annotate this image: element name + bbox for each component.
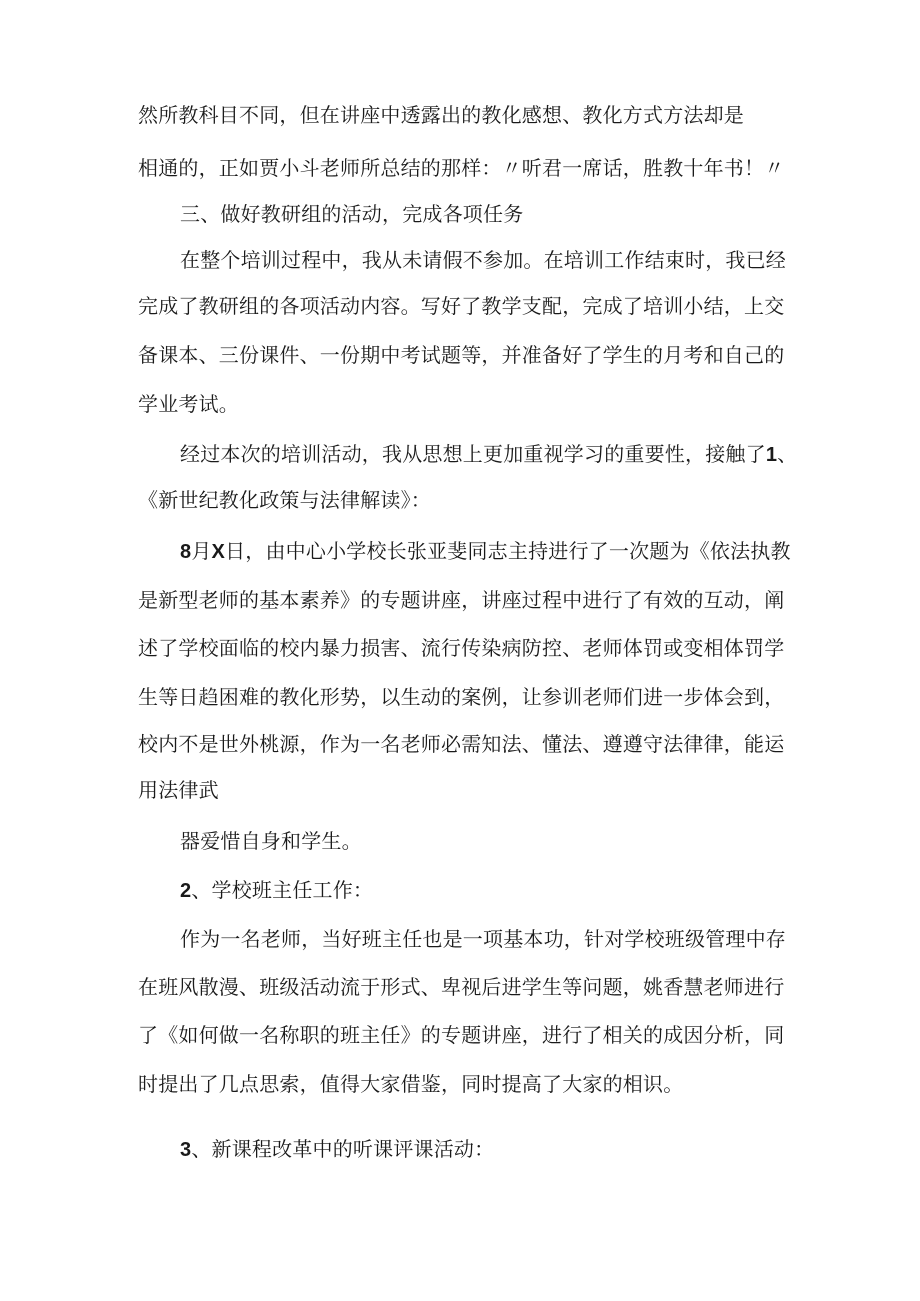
list-heading: [180, 876, 373, 905]
list-number: 2: [180, 880, 192, 902]
paragraph-line: 是新型老师的基本素养》的专题讲座，讲座过程中进行了有效的互动，阐: [138, 588, 785, 612]
list-separator: 、: [777, 442, 798, 466]
paragraph-line: [180, 537, 791, 566]
book-title-line: 《新世纪教化政策与法律解读》：: [138, 488, 431, 512]
paragraph-line: 作为一名老师，当好班主任也是一项基本功，针对学校班级管理中存: [180, 927, 786, 951]
list-number: 1: [765, 444, 778, 466]
paragraph-line: [180, 440, 797, 469]
paragraph-line: 然所教科目不同，但在讲座中透露出的教化感想、教化方式方法却是: [138, 103, 744, 127]
list-number: 3: [180, 1139, 192, 1161]
paragraph-line: 了《如何做一名称职的班主任》的专题讲座，进行了相关的成因分析，同: [138, 1023, 785, 1047]
paragraph-line: 相通的，正如贾小斗老师所总结的那样：〃听君一席话，胜教十年书！〃: [138, 156, 785, 180]
section-heading: 三、做好教研组的活动，完成各项任务: [180, 202, 524, 226]
paragraph-line: 完成了教研组的各项活动内容。写好了教学支配，完成了培训小结，上交: [138, 294, 785, 318]
paragraph-line: 备课本、三份课件、一份期中考试题等，并准备好了学生的月考和自己的: [138, 343, 785, 367]
paragraph-line: 在整个培训过程中，我从未请假不参加。在培训工作结束时，我已经: [180, 248, 786, 272]
date-month-number: 8: [180, 541, 192, 563]
list-heading: [180, 1135, 494, 1164]
paragraph-line: 时提出了几点思索，值得大家借鉴，同时提高了大家的相识。: [138, 1072, 684, 1096]
paragraph-line: 器爱惜自身和学生。: [180, 829, 362, 853]
paragraph-line: 述了学校面临的校内暴力损害、流行传染病防控、老师体罚或变相体罚学: [138, 636, 785, 660]
list-heading-text: 、学校班主任工作：: [191, 878, 374, 902]
paragraph-line: 在班风散漫、班级活动流于形式、卑视后进学生等问题，姚香慧老师进行: [138, 975, 785, 999]
paragraph-line: 用法律武: [138, 778, 219, 802]
paragraph-line: 生等日趋困难的教化形势，以生动的案例，让参训老师们进一步体会到，: [138, 685, 785, 709]
paragraph-text: 日，由中心小学校长张亚斐同志主持进行了一次题为《依法执教: [225, 539, 791, 563]
list-heading-text: 、新课程改革中的听课评课活动：: [191, 1137, 495, 1161]
paragraph-line: 校内不是世外桃源，作为一名老师必需知法、懂法、遵遵守法律律，能运: [138, 732, 785, 756]
date-month-label: 月: [191, 539, 212, 563]
paragraph-text: 经过本次的培训活动，我从思想上更加重视学习的重要性，接触了: [180, 442, 766, 466]
paragraph-line: 学业考试。: [138, 392, 239, 416]
date-day-placeholder: X: [211, 541, 226, 563]
